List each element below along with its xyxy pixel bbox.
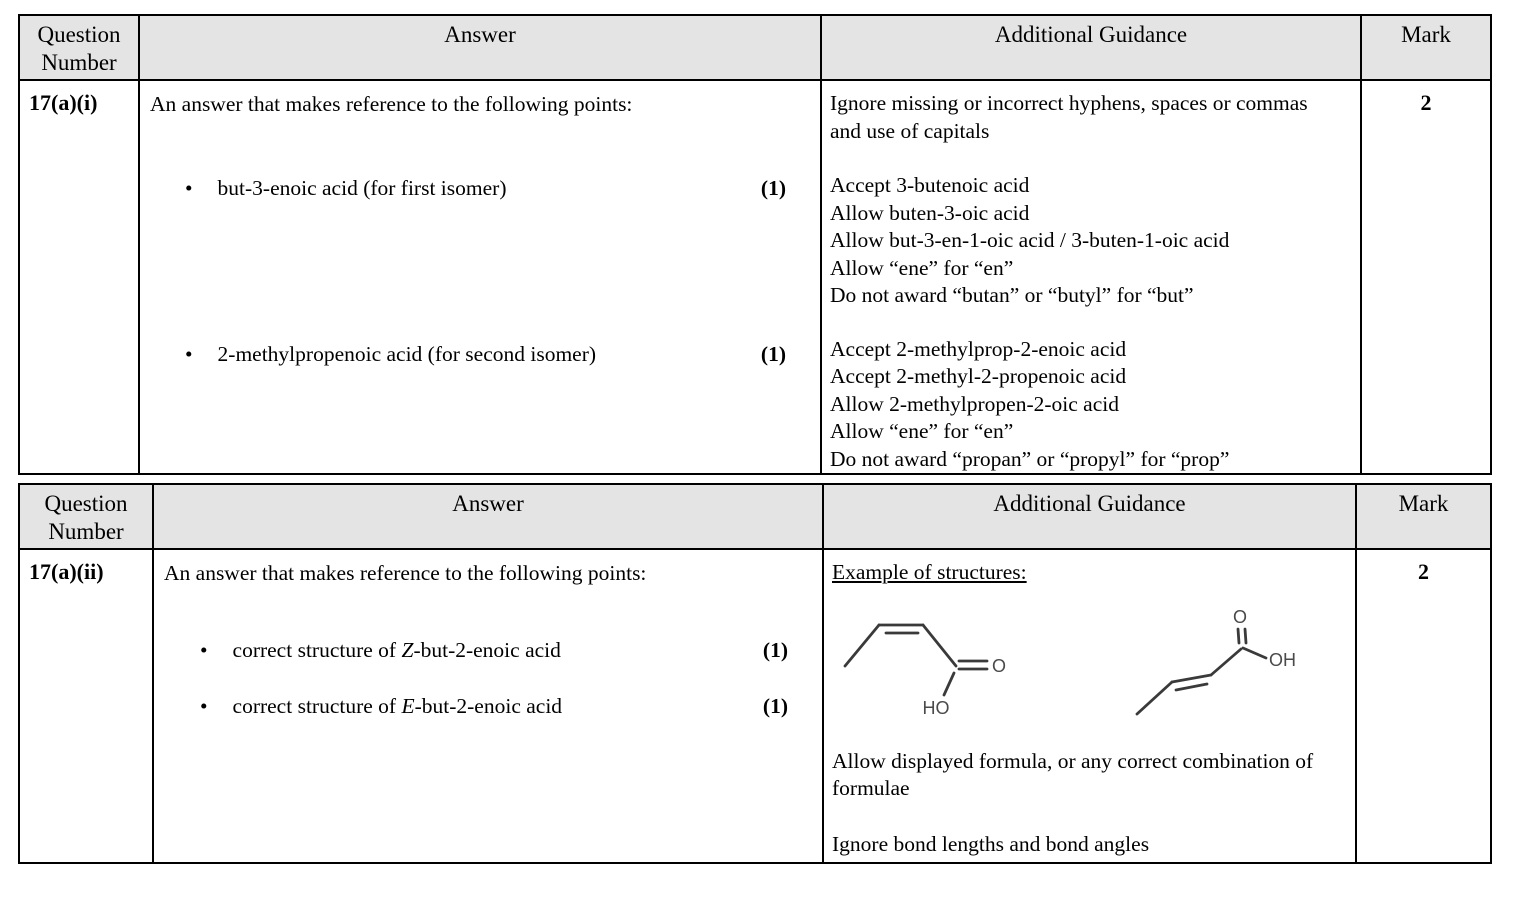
- table2-header-question-number: Question Number: [19, 484, 153, 549]
- table1-header-answer: Answer: [139, 15, 821, 80]
- answer-intro: An answer that makes reference to the following points:: [164, 561, 647, 585]
- guidance-line: Accept 3-butenoic acid: [830, 173, 1030, 197]
- guidance-line: Do not award “propan” or “propyl” for “prop”: [830, 446, 1230, 471]
- table2-header-additional-guidance: Additional Guidance: [823, 484, 1356, 549]
- table2-header-mark: Mark: [1356, 484, 1491, 549]
- bullet-dot-icon: [200, 694, 208, 718]
- guidance-line: Accept 2-methyl-2-propenoic acid: [830, 364, 1127, 388]
- markscheme-table-17ai: [18, 14, 1492, 475]
- bond-c1-o-double-right: [1245, 629, 1246, 643]
- table1-answer-cell: [139, 80, 821, 474]
- isomer-letter: E: [401, 694, 415, 718]
- guidance-line: Do not award “butan” or “butyl” for “but”: [830, 283, 1194, 307]
- guidance-heading: Example of structures:: [832, 560, 1027, 584]
- table2-header-answer: Answer: [153, 484, 823, 549]
- point-mark: (1): [760, 176, 786, 200]
- bond-c1-o-double-left: [1238, 629, 1239, 643]
- table1-header-row: [19, 15, 1491, 80]
- carbonyl-oxygen-label: O: [1232, 606, 1248, 627]
- guidance-line: Accept 2-methylprop-2-enoic acid: [830, 336, 1127, 361]
- point-mark: (1): [762, 638, 788, 662]
- guidance-block-1: [830, 172, 1352, 310]
- structure-examples: [832, 598, 1347, 748]
- answer-bullet-1: [200, 636, 788, 664]
- z-but-2-enoic-acid-structure: [840, 598, 1020, 724]
- table1-mark-value: 2: [1361, 80, 1491, 474]
- answer-bullet-1: [185, 174, 786, 202]
- table2-mark-value: 2: [1356, 549, 1491, 863]
- guidance-line: Allow “ene” for “en”: [830, 255, 1014, 280]
- bond-c2-c1: [923, 625, 956, 666]
- table1-header-question-number: Question Number: [19, 15, 139, 80]
- table2-header-row: [19, 484, 1491, 549]
- e-but-2-enoic-acid-structure: [1126, 603, 1306, 727]
- bullet-dot-icon: [185, 176, 193, 200]
- guidance-line: Allow buten-3-oic acid: [830, 200, 1030, 225]
- table1-guidance-cell: [821, 80, 1361, 474]
- guidance-note-1: Allow displayed formula, or any correct combination of formulae: [832, 748, 1314, 800]
- isomer-letter: Z: [401, 638, 414, 662]
- point-mark: (1): [760, 342, 786, 366]
- hydroxyl-label: HO: [922, 697, 950, 718]
- bond-c1-oh: [1243, 648, 1266, 658]
- hydroxyl-label: OH: [1269, 649, 1296, 670]
- point-mark: (1): [762, 694, 788, 718]
- table1-header-mark: Mark: [1361, 15, 1491, 80]
- guidance-intro: Ignore missing or incorrect hyphens, spaces or commas and use of capitals: [830, 91, 1308, 143]
- answer-intro: An answer that makes reference to the following points:: [150, 92, 633, 116]
- table2-question-number: 17(a)(ii): [19, 549, 153, 863]
- guidance-line: Allow 2-methylpropen-2-oic acid: [830, 391, 1119, 416]
- bond-c1-oh: [944, 673, 954, 695]
- table2-guidance-cell: [823, 549, 1356, 863]
- guidance-line: Allow “ene” for “en”: [830, 419, 1014, 443]
- bullet-dot-icon: [185, 342, 193, 366]
- bond-c2-c3-double-inner: [1176, 684, 1207, 690]
- table2-answer-cell: [153, 549, 823, 863]
- bond-c3-ch3: [1137, 682, 1172, 714]
- answer-bullet-2: [200, 692, 788, 720]
- bond-c2-c3-double-main: [1172, 675, 1211, 682]
- answer-bullet-2: [185, 340, 786, 368]
- bond-ch3-c3: [845, 625, 879, 666]
- table1-header-additional-guidance: Additional Guidance: [821, 15, 1361, 80]
- table1-body-row: [19, 80, 1491, 474]
- bullet-text: • correct structure of E-but-2-enoic acid: [200, 692, 562, 720]
- bullet-text: • correct structure of Z-but-2-enoic acid: [200, 636, 561, 664]
- bullet-text: • 2-methylpropenoic acid (for second isomer): [185, 340, 596, 368]
- bullet-dot-icon: [200, 638, 208, 662]
- table1-question-number: 17(a)(i): [19, 80, 139, 474]
- guidance-line: Allow but-3-en-1-oic acid / 3-buten-1-oic acid: [830, 228, 1230, 252]
- guidance-block-2: [830, 336, 1352, 474]
- table2-body-row: [19, 549, 1491, 863]
- bullet-text: • but-3-enoic acid (for first isomer): [185, 174, 506, 202]
- bond-c1-c2: [1211, 649, 1241, 675]
- markscheme-table-17aii: [18, 483, 1492, 864]
- guidance-note-2: Ignore bond lengths and bond angles: [832, 831, 1150, 856]
- carbonyl-oxygen-label: O: [992, 655, 1007, 676]
